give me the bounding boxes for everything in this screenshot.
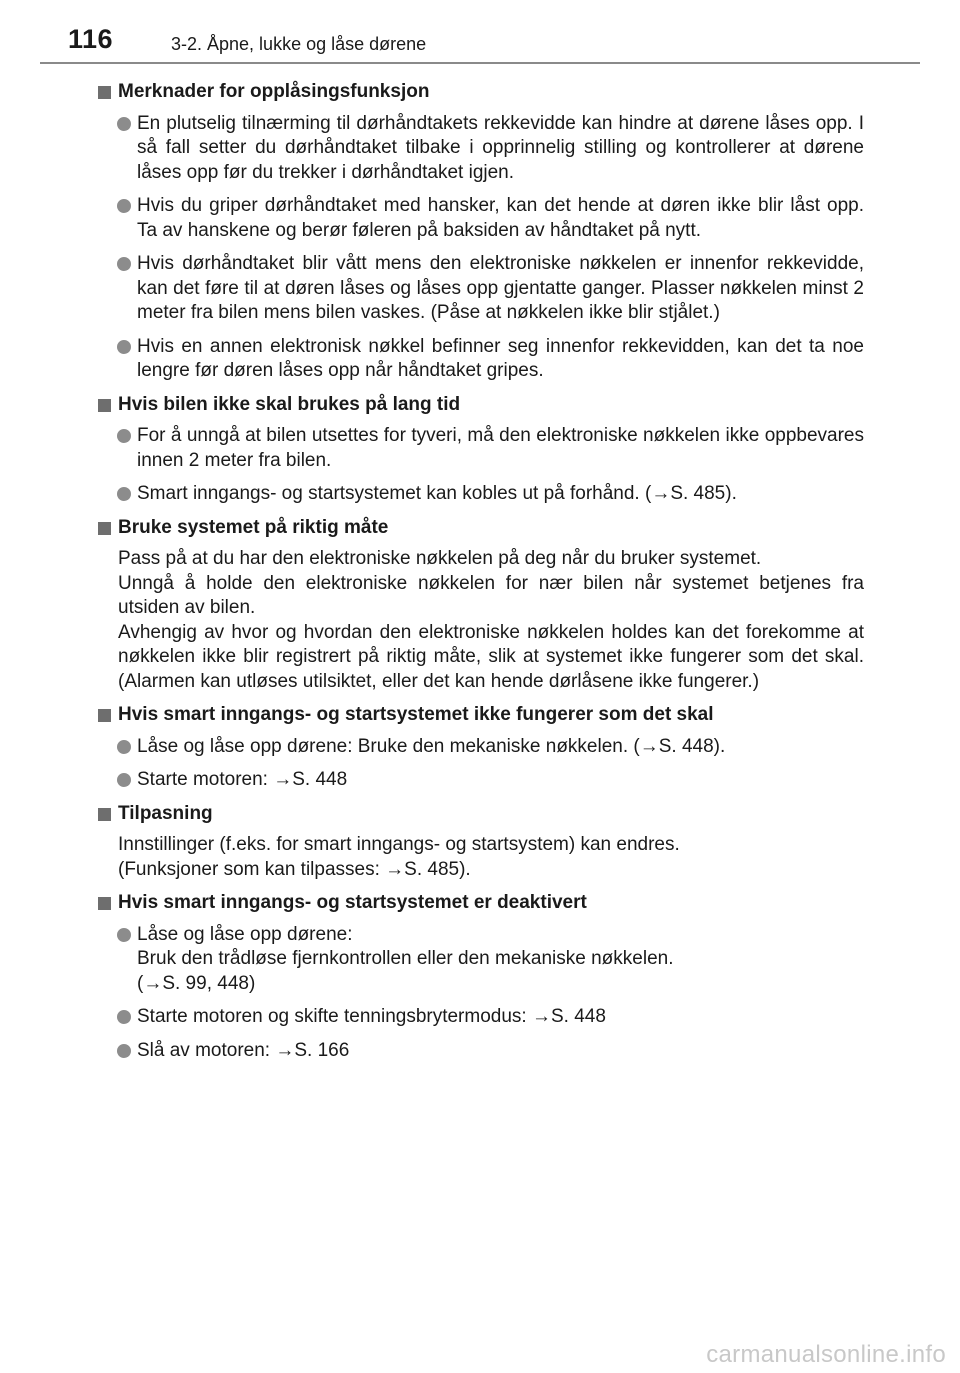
circle-bullet-icon <box>117 117 131 131</box>
circle-bullet-icon <box>117 257 131 271</box>
circle-bullet-icon <box>117 928 131 942</box>
circle-bullet-icon <box>117 1010 131 1024</box>
section-heading <box>98 393 864 418</box>
list-item <box>98 112 864 186</box>
section-system-malfunction <box>98 703 864 793</box>
page-number: 116 <box>68 24 114 54</box>
square-bullet-icon <box>98 897 111 910</box>
section-heading <box>98 703 864 728</box>
section-title: 3-2. Åpne, lukke og låse dørene <box>171 34 427 54</box>
section-heading <box>98 516 864 541</box>
square-bullet-icon <box>98 808 111 821</box>
heading-text: Hvis smart inngangs- og startsystemet er deaktivert <box>118 892 587 913</box>
circle-bullet-icon <box>117 199 131 213</box>
list-item <box>98 1005 864 1030</box>
page-header <box>40 18 920 58</box>
list-item-text: Hvis en annen elektronisk nøkkel befinner seg innenfor rekkevidden, kan det ta noe lengre før døren låses opp når håndtaket gripes. <box>137 335 864 381</box>
circle-bullet-icon <box>117 773 131 787</box>
list-item-text: En plutselig tilnærming til dørhåndtakets rekkevidde kan hindre at dørene låses opp. I så fall setter du dørhåndtaket tilbake i opprinnelig stilling og kontrollerer at dørene låses opp før du trekker i dørhåndtaket igjen. <box>137 112 864 183</box>
paragraph <box>98 547 864 694</box>
section-heading <box>98 891 864 916</box>
list-item-line: Bruk den trådløse fjernkontrollen eller den mekaniske nøkkelen. <box>137 948 674 969</box>
square-bullet-icon <box>98 86 111 99</box>
heading-text: Hvis smart inngangs- og startsystemet ikke fungerer som det skal <box>118 704 714 725</box>
header-divider <box>40 62 920 64</box>
page-content <box>98 80 864 1072</box>
square-bullet-icon <box>98 399 111 412</box>
list-item <box>98 735 864 760</box>
list-item <box>98 482 864 507</box>
section-long-term-storage <box>98 393 864 507</box>
list-item <box>98 1039 864 1064</box>
list-item-text: Starte motoren: →S. 448 <box>137 769 348 790</box>
square-bullet-icon <box>98 522 111 535</box>
list-item-line: Slå av motoren: →S. 166 <box>137 1039 350 1061</box>
list-item <box>98 252 864 326</box>
paragraph <box>98 833 864 882</box>
section-customization <box>98 802 864 883</box>
paragraph-line: (Funksjoner som kan tilpasses: →S. 485). <box>118 858 471 880</box>
square-bullet-icon <box>98 709 111 722</box>
section-system-deactivated <box>98 891 864 1063</box>
paragraph-line: Innstillinger (f.eks. for smart inngangs- og startsystem) kan endres. <box>118 834 680 855</box>
section-heading <box>98 802 864 827</box>
list-item-text: Hvis dørhåndtaket blir vått mens den elektroniske nøkkelen er innenfor rekkevidde, kan det føre til at døren låses og låses opp gjentatte ganger. Plasser nøkkelen minst 2 meter fra bilen mens bilen vaskes. (Påse at nøkkelen ikke blir stjålet.) <box>137 253 864 323</box>
list-item-text: Hvis du griper dørhåndtaket med hansker, kan det hende at døren ikke blir låst opp. Ta av hanskene og berør føleren på baksiden av håndtaket på nytt. <box>137 195 864 241</box>
list-item-line: Låse og låse opp dørene: <box>137 923 353 945</box>
list-item <box>98 923 864 997</box>
section-unlock-notes <box>98 80 864 384</box>
list-item <box>98 335 864 384</box>
heading-text: Hvis bilen ikke skal brukes på lang tid <box>118 393 461 415</box>
heading-text: Bruke systemet på riktig måte <box>118 516 389 538</box>
section-proper-use <box>98 516 864 695</box>
circle-bullet-icon <box>117 429 131 443</box>
paragraph-line: Unngå å holde den elektroniske nøkkelen for nær bilen når systemet betjenes fra utsiden av bilen. <box>118 572 864 618</box>
list-item-text: For å unngå at bilen utsettes for tyveri, må den elektroniske nøkkelen ikke oppbevares innen 2 meter fra bilen. <box>137 425 864 471</box>
list-item-line: Starte motoren og skifte tenningsbrytermodus: →S. 448 <box>137 1006 606 1027</box>
list-item-line: (→S. 99, 448) <box>137 972 256 994</box>
heading-text: Tilpasning <box>118 802 213 824</box>
list-item <box>98 768 864 793</box>
list-item-text: Låse og låse opp dørene: Bruke den mekaniske nøkkelen. (→S. 448). <box>137 735 726 757</box>
heading-text: Merknader for opplåsingsfunksjon <box>118 81 430 102</box>
list-item <box>98 424 864 473</box>
circle-bullet-icon <box>117 340 131 354</box>
circle-bullet-icon <box>117 740 131 754</box>
circle-bullet-icon <box>117 487 131 501</box>
footer-watermark: carmanualsonline.info <box>706 1341 946 1368</box>
circle-bullet-icon <box>117 1044 131 1058</box>
paragraph-line: Avhengig av hvor og hvordan den elektroniske nøkkelen holdes kan det forekomme at nøkkelen ikke blir registrert på riktig måte, slik at systemet ikke fungerer som det skal. (Alarmen kan utløses utilsiktet, eller det kan hende dørlåsene ikke fungerer.) <box>118 621 864 692</box>
paragraph-line: Pass på at du har den elektroniske nøkkelen på deg når du bruker systemet. <box>118 548 762 569</box>
section-heading <box>98 80 864 105</box>
list-item-text: Smart inngangs- og startsystemet kan kobles ut på forhånd. (→S. 485). <box>137 483 737 504</box>
list-item <box>98 194 864 243</box>
